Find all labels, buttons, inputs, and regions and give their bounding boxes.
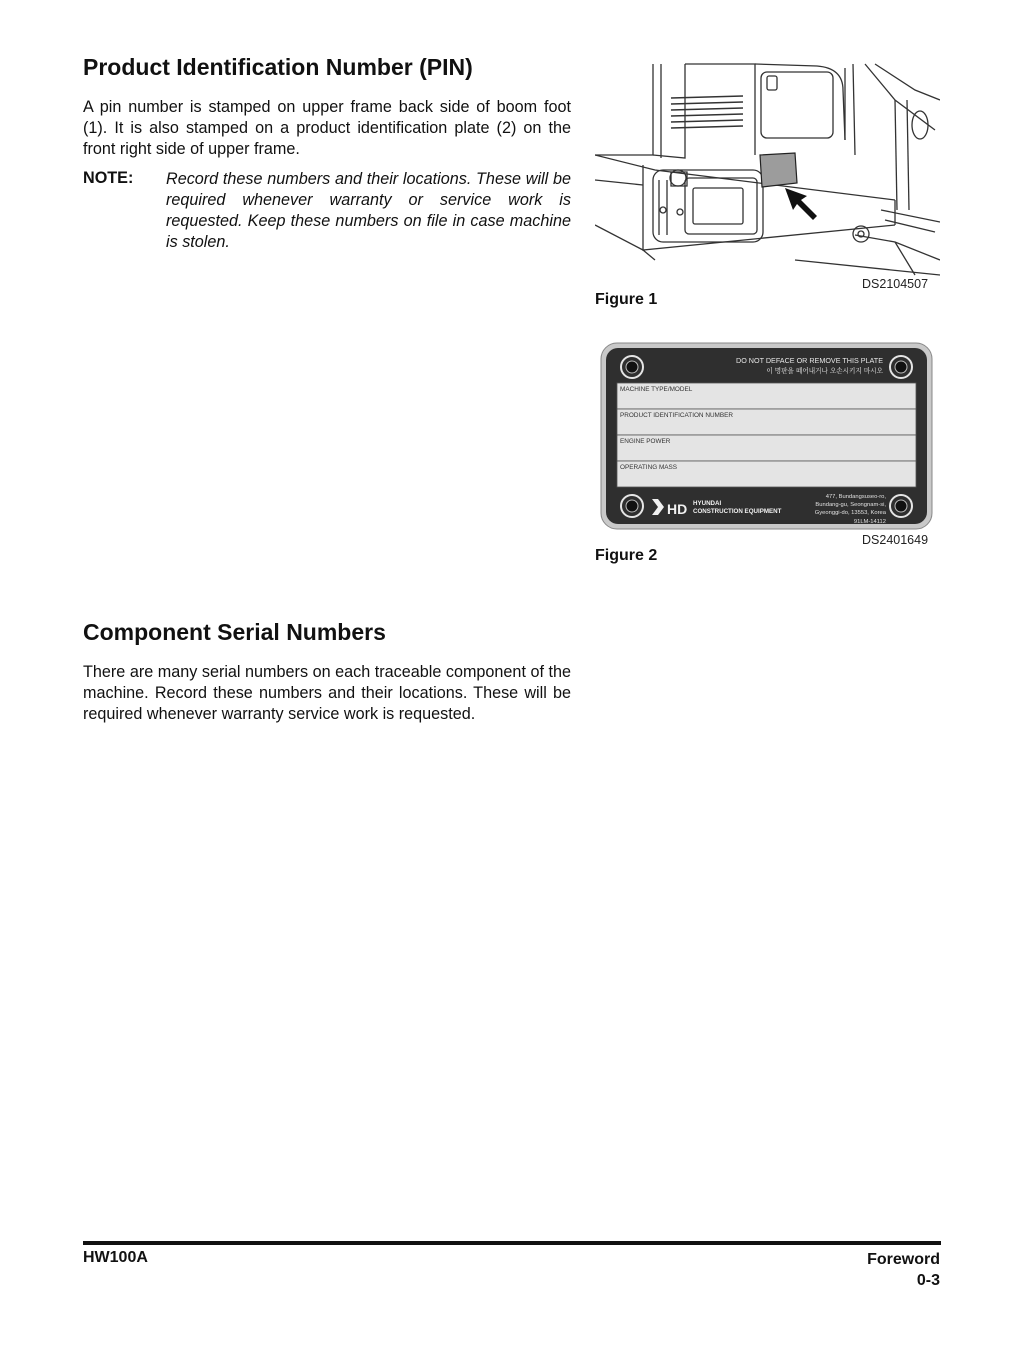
plate-field-engine-power: ENGINE POWER bbox=[620, 438, 671, 445]
figure2-caption: Figure 2 bbox=[595, 547, 658, 564]
pin-paragraph: A pin number is stamped on upper frame back side of boom foot (1). It is also stamped on a product identification plate (2) on the front right side of upper frame. bbox=[83, 98, 571, 158]
plate-field-pin: PRODUCT IDENTIFICATION NUMBER bbox=[620, 412, 734, 419]
section-heading-serial: Component Serial Numbers bbox=[83, 619, 386, 645]
plate-warning-en: DO NOT DEFACE OR REMOVE THIS PLATE bbox=[736, 356, 883, 365]
address-line2: Bundang-gu, Seongnam-si, bbox=[815, 502, 886, 508]
note-text: Record these numbers and their locations. These will be required whenever warranty or service work is requested. Keep these numbers on file in case machine is stolen. bbox=[166, 170, 571, 251]
footer-page-number: 0-3 bbox=[916, 1272, 940, 1289]
brand-line1: HYUNDAI bbox=[693, 500, 722, 507]
address-line3: Gyeonggi-do, 13553, Korea bbox=[814, 510, 886, 516]
hd-logo-mark: HD bbox=[667, 501, 688, 517]
footer-rule bbox=[83, 1241, 941, 1245]
section-heading-pin: Product Identification Number (PIN) bbox=[83, 54, 473, 80]
serial-paragraph: There are many serial numbers on each traceable component of the machine. Record these numbers and their locations. These will be required whenever warranty service work is requested. bbox=[83, 663, 571, 723]
address-line1: 477, Bundangsuseo-ro, bbox=[825, 494, 886, 500]
brand-line2: CONSTRUCTION EQUIPMENT bbox=[693, 508, 782, 515]
figure1-code: DS2104507 bbox=[862, 277, 929, 291]
figure2-code: DS2401649 bbox=[862, 533, 929, 547]
plate-part-number: 91LM-14112 bbox=[853, 519, 886, 525]
figure1-caption: Figure 1 bbox=[595, 291, 658, 308]
footer-section: Foreword bbox=[867, 1251, 940, 1268]
figure1-illustration bbox=[595, 60, 940, 282]
plate-field-operating-mass: OPERATING MASS bbox=[620, 464, 678, 471]
figure2-id-plate bbox=[600, 342, 933, 530]
plate-warning-kr: 이 명판을 떼어내거나 오손시키지 마시오 bbox=[766, 367, 883, 375]
plate-field-machine-type: MACHINE TYPE/MODEL bbox=[620, 386, 693, 393]
footer-model: HW100A bbox=[83, 1249, 148, 1266]
footer-section-page bbox=[867, 1249, 940, 1291]
note-label: NOTE: bbox=[83, 169, 134, 187]
